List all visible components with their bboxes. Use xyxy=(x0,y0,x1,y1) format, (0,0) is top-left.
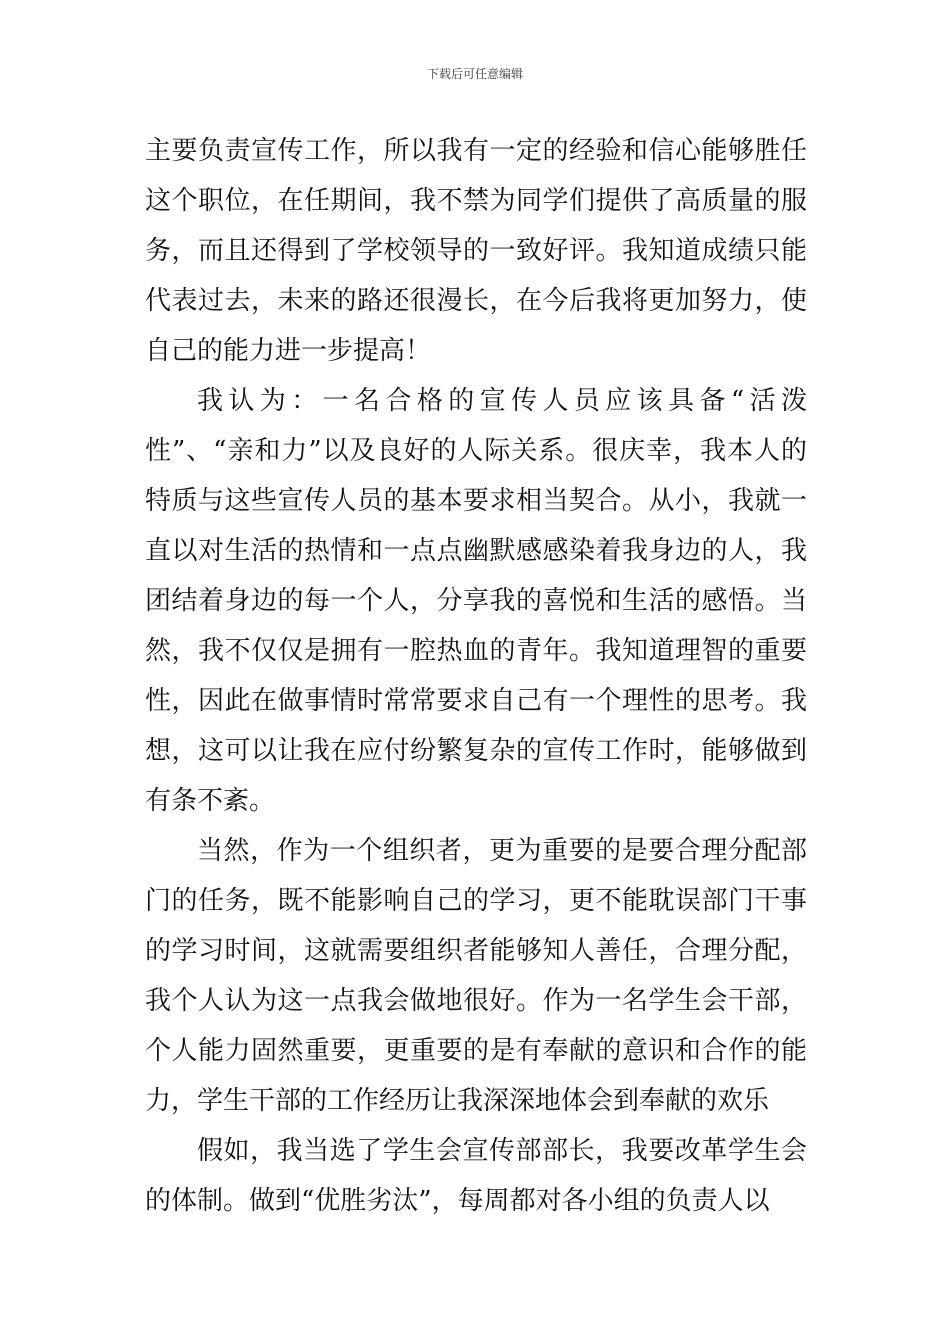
paragraph-3: 当然，作为一个组织者，更为重要的是要合理分配部门的任务，既不能影响自己的学习，更不能耽误部门干事的学习时间，这就需要组织者能够知人善任，合理分配，我个人认为这一点我会做地很好。作为一名学生会干部，个人能力固然重要，更重要的是有奉献的意识和合作的能力，学生干部的工作经历让我深深地体会到奉献的欢乐 xyxy=(145,836,807,1116)
header-note: 下载后可任意编辑 xyxy=(426,67,523,81)
document-body xyxy=(145,126,807,1226)
paragraph-4: 假如，我当选了学生会宣传部部长，我要改革学生会的体制。做到“优胜劣汰”，每周都对各小组的负责人以 xyxy=(145,1136,807,1216)
paragraph-1: 主要负责宣传工作，所以我有一定的经验和信心能够胜任这个职位，在任期间，我不禁为同学们提供了高质量的服务，而且还得到了学校领导的一致好评。我知道成绩只能代表过去，未来的路还很漫长，在今后我将更加努力，使自己的能力进一步提高！ xyxy=(145,136,807,366)
paragraph-2: 我认为：一名合格的宣传人员应该具备“活泼性”、“亲和力”以及良好的人际关系。很庆幸，我本人的特质与这些宣传人员的基本要求相当契合。从小，我就一直以对生活的热情和一点点幽默感感染着我身边的人，我团结着身边的每一个人，分享我的喜悦和生活的感悟。当然，我不仅仅是拥有一腔热血的青年。我知道理智的重要性，因此在做事情时常常要求自己有一个理性的思考。我想，这可以让我在应付纷繁复杂的宣传工作时，能够做到有条不紊。 xyxy=(145,386,807,816)
